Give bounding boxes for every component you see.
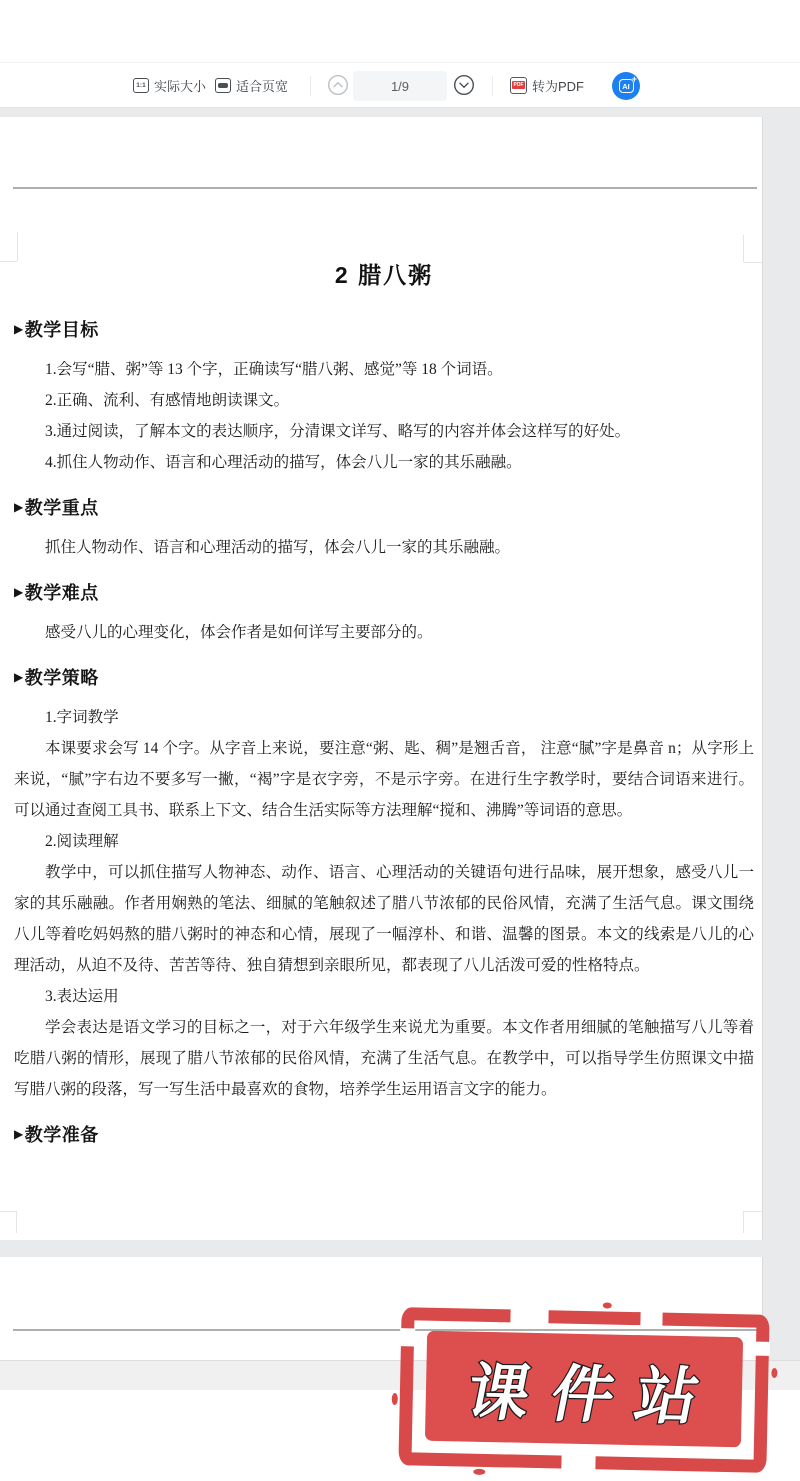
stamp-border-break [562, 1455, 596, 1471]
stamp-ink-speck [771, 1368, 777, 1378]
paragraph: 1.会写“腊、粥”等 13 个字，正确读写“腊八粥、感觉”等 18 个词语。 [45, 361, 503, 378]
section-heading-text: 教学目标 [24, 320, 99, 340]
section-teaching-strategy [14, 664, 754, 1105]
triangle-bullet-icon: ▶ [14, 670, 24, 684]
stamp-text: 课件站 [461, 1358, 727, 1433]
document-viewport[interactable] [0, 108, 800, 1433]
section-teaching-objectives [14, 316, 754, 478]
fit-width-button[interactable] [215, 63, 288, 107]
paragraph: 2.阅读理解 [45, 833, 119, 850]
ai-assistant-button[interactable] [612, 72, 640, 100]
paragraph: 2.正确、流利、有感情地朗读课文。 [45, 392, 290, 409]
next-page-button[interactable] [453, 63, 475, 107]
convert-to-pdf-label: 转为PDF [532, 78, 585, 94]
section-heading-text: 教学重点 [24, 498, 99, 518]
stamp-background [425, 1331, 743, 1448]
section-heading [14, 664, 754, 690]
margin-mark [743, 1211, 744, 1233]
fit-width-icon [215, 78, 231, 93]
stamp-border-break [640, 1311, 662, 1326]
section-heading [14, 316, 754, 342]
margin-mark [744, 1211, 762, 1212]
paragraph: 4.抓住人物动作、语言和心理活动的描写，体会八儿一家的其乐融融。 [45, 454, 522, 471]
watermark-stamp [398, 1307, 769, 1473]
paragraph: 3.表达运用 [45, 988, 119, 1005]
stamp-border-break [510, 1308, 548, 1324]
triangle-bullet-icon: ▶ [14, 322, 24, 336]
stamp-ink-speck [473, 1469, 485, 1475]
section-teaching-preparation [14, 1121, 754, 1147]
triangle-bullet-icon: ▶ [14, 500, 24, 514]
paragraph: 3.通过阅读，了解本文的表达顺序，分清课文详写、略写的内容并体会这样写的好处。 [45, 423, 631, 440]
paragraph: 1.字词教学 [45, 709, 119, 726]
pdf-icon-label: PDF [513, 82, 524, 88]
viewer-toolbar [0, 62, 800, 108]
document-title: 2 腊八粥 [334, 262, 434, 288]
document-page-1 [0, 117, 763, 1240]
paragraph: 感受八儿的心理变化，体会作者是如何详写主要部分的。 [45, 624, 433, 641]
chevron-down-icon [453, 74, 475, 96]
toolbar-divider [310, 76, 311, 96]
section-heading [14, 494, 754, 520]
section-heading-text: 教学难点 [24, 583, 99, 603]
stamp-border-break [400, 1328, 415, 1346]
page-number-input[interactable] [353, 71, 447, 101]
convert-to-pdf-button[interactable] [510, 63, 584, 107]
margin-mark [16, 1211, 17, 1233]
chevron-up-icon [327, 74, 349, 96]
pdf-icon [510, 77, 527, 94]
stamp-ink-speck [392, 1393, 398, 1405]
section-heading-text: 教学策略 [24, 668, 99, 688]
actual-size-button[interactable] [133, 63, 206, 107]
paragraph: 本课要求会写 14 个字。从字音上来说，要注意“粥、匙、稠”是翘舌音， 注意“腻”字是鼻音 n；从字形上来说，“腻”字右边不要多写一撇，“褐”字是衣字旁，不是示字旁。在进行生字教学时，要结合词语来进行。可以通过查阅工具书、联系上下文、结合生活实际等方法理解“搅和、沸腾”等词语的意思。 [14, 740, 754, 819]
paragraph: 教学中，可以抓住描写人物神态、动作、语言、心理活动的关键语句进行品味，展开想象，感受八儿一家的其乐融融。作者用娴熟的笔法、细腻的笔触叙述了腊八节浓郁的民俗风情，充满了生活气息。课文围绕八儿等着吃妈妈熬的腊八粥时的神态和心情，展现了一幅淳朴、和谐、温馨的图景。本文的线索是八儿的心理活动，从迫不及待、苦苦等待、独自猜想到亲眼所见，都表现了八儿活泼可爱的性格特点。 [14, 864, 754, 974]
section-teaching-key-points [14, 494, 754, 563]
previous-page-button[interactable] [327, 63, 349, 107]
window-top-area [0, 0, 800, 62]
section-teaching-difficulties [14, 579, 754, 648]
section-heading [14, 1121, 754, 1147]
section-heading-text: 教学准备 [24, 1125, 99, 1145]
triangle-bullet-icon: ▶ [14, 585, 24, 599]
toolbar-divider [492, 76, 493, 96]
margin-mark [0, 1211, 16, 1212]
stamp-border-break [755, 1342, 770, 1356]
actual-size-label: 实际大小 [154, 78, 207, 94]
actual-size-icon [133, 78, 149, 93]
document-content [14, 257, 754, 1159]
actual-size-icon-label: 1:1 [136, 81, 146, 89]
page-indicator: 1/9 [390, 78, 410, 94]
fit-width-label: 适合页宽 [236, 78, 289, 94]
sparkle-icon: + [631, 74, 637, 84]
section-heading [14, 579, 754, 605]
triangle-bullet-icon: ▶ [14, 1127, 24, 1141]
header-rule [13, 187, 757, 189]
paragraph: 学会表达是语文学习的目标之一，对于六年级学生来说尤为重要。本文作者用细腻的笔触描写八儿等着吃腊八粥的情形，展现了腊八节浓郁的民俗风情，充满了生活气息。在教学中，可以指导学生仿照课文中描写腊八粥的段落，写一写生活中最喜欢的食物，培养学生运用语言文字的能力。 [14, 1019, 754, 1098]
paragraph: 抓住人物动作、语言和心理活动的描写，体会八儿一家的其乐融融。 [45, 539, 511, 556]
ai-icon-label: AI [622, 81, 630, 91]
